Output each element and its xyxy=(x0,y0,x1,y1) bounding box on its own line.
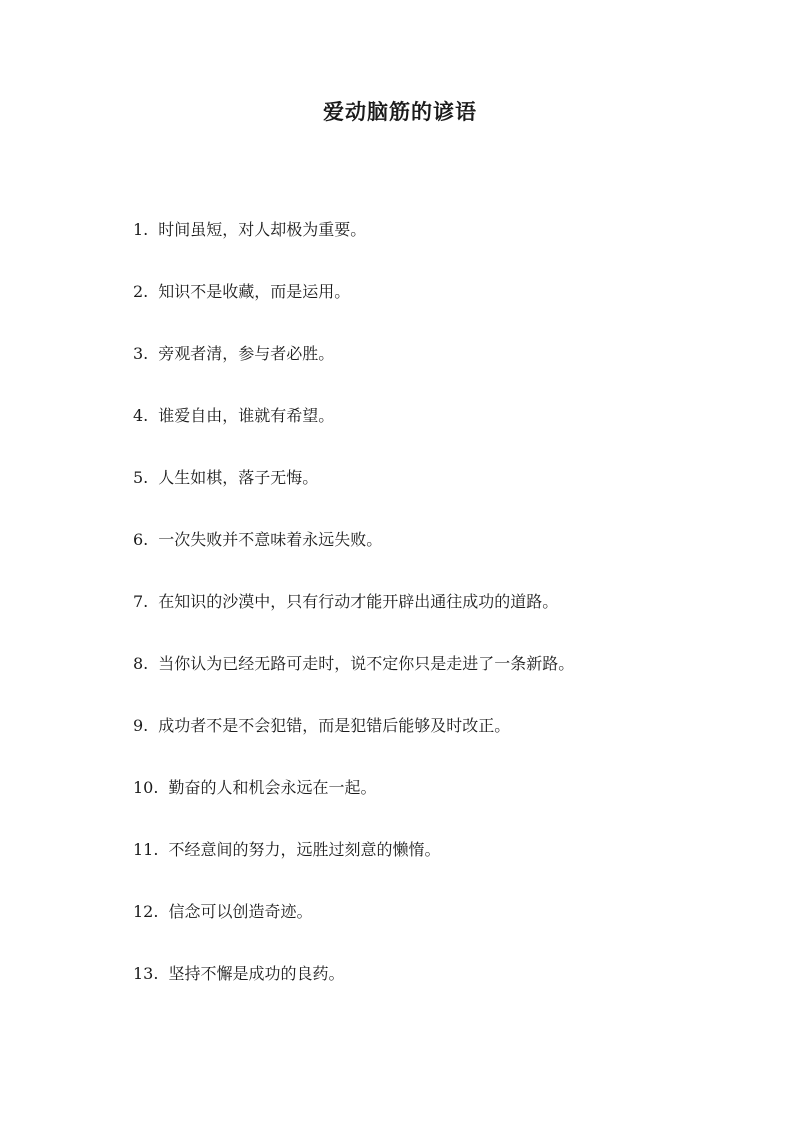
list-item xyxy=(133,528,574,590)
item-text: 在知识的沙漠中，只有行动才能开辟出通往成功的道路。 xyxy=(158,592,559,611)
item-text: 旁观者清，参与者必胜。 xyxy=(158,344,335,363)
page-title: 爱动脑筋的谚语 xyxy=(323,99,477,124)
list-item xyxy=(133,280,574,342)
item-number: 12. xyxy=(133,902,159,921)
item-number: 7. xyxy=(133,592,149,611)
item-text: 人生如棋，落子无悔。 xyxy=(158,468,319,487)
item-text: 当你认为已经无路可走时，说不定你只是走进了一条新路。 xyxy=(158,654,575,673)
list-item xyxy=(133,404,574,466)
item-number: 13. xyxy=(133,964,159,983)
list-item xyxy=(133,962,574,1024)
list-item xyxy=(133,466,574,528)
item-number: 10. xyxy=(133,778,159,797)
item-number: 2. xyxy=(133,282,149,301)
item-number: 8. xyxy=(133,654,149,673)
list-item xyxy=(133,342,574,404)
list-item xyxy=(133,838,574,900)
item-text: 信念可以创造奇迹。 xyxy=(168,902,313,921)
list-item xyxy=(133,776,574,838)
item-number: 3. xyxy=(133,344,149,363)
list-item xyxy=(133,714,574,776)
list-item xyxy=(133,900,574,962)
item-number: 1. xyxy=(133,220,149,239)
item-number: 9. xyxy=(133,716,149,735)
item-number: 11. xyxy=(133,840,159,859)
item-text: 不经意间的努力，远胜过刻意的懒惰。 xyxy=(168,840,441,859)
item-text: 时间虽短，对人却极为重要。 xyxy=(158,220,367,239)
item-number: 4. xyxy=(133,406,149,425)
item-text: 谁爱自由，谁就有希望。 xyxy=(158,406,335,425)
list-item xyxy=(133,218,574,280)
item-text: 知识不是收藏，而是运用。 xyxy=(158,282,351,301)
list-item xyxy=(133,590,574,652)
list-item xyxy=(133,652,574,714)
item-text: 成功者不是不会犯错，而是犯错后能够及时改正。 xyxy=(158,716,511,735)
item-text: 勤奋的人和机会永远在一起。 xyxy=(168,778,377,797)
item-text: 坚持不懈是成功的良药。 xyxy=(168,964,345,983)
item-number: 6. xyxy=(133,530,149,549)
item-text: 一次失败并不意味着永远失败。 xyxy=(158,530,383,549)
item-number: 5. xyxy=(133,468,149,487)
proverb-list xyxy=(133,218,574,1024)
